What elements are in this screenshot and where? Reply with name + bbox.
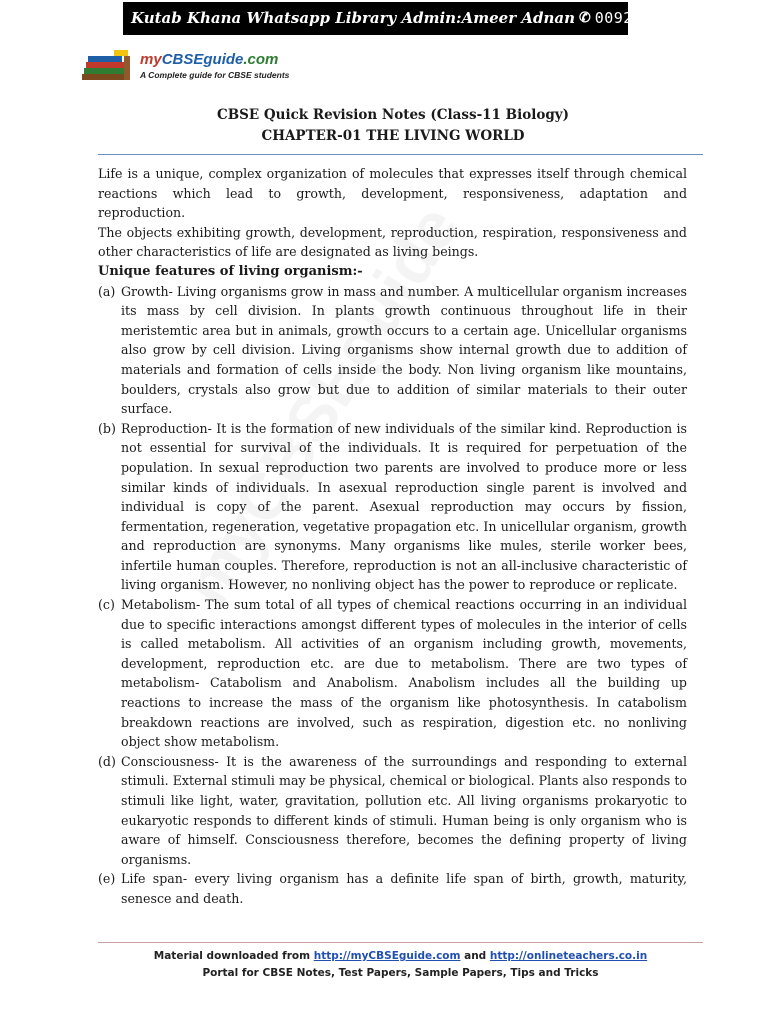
item-label: (c): [98, 597, 115, 613]
footer-divider: [98, 942, 703, 943]
books-logo-icon: [80, 48, 136, 84]
feature-item-consciousness: [98, 752, 687, 870]
chapter-title: CHAPTER-01 THE LIVING WORLD: [261, 128, 525, 144]
whatsapp-phone-icon: ✆: [578, 10, 591, 26]
feature-item-metabolism: [98, 595, 687, 752]
logo-brand-name: myCBSEguide.com: [140, 51, 279, 68]
feature-item-growth: [98, 282, 687, 419]
item-text: Life span- every living organism has a definite life span of birth, growth, maturity, senesce and death.: [121, 871, 687, 906]
page-footer: [98, 948, 703, 982]
intro-paragraph-2: The objects exhibiting growth, development, reproduction, respiration, responsiveness and other characteristics of life are designated as living beings.: [98, 224, 687, 260]
document-header: [98, 105, 688, 147]
feature-item-life-span: [98, 869, 687, 908]
item-text: Growth- Living organisms grow in mass and number. A multicellular organism increases its mass by cell division. In plants growth continuous throughout life in their meristemtic area but in animals, growth occurs to a certain age. Unicellular organisms also grow by cell division. Living organisms show internal growth due to addition of materials and formation of cells inside the body. Non living organism like mountains, boulders, crystals also grow but due to addition of similar materials to their outer surface.: [121, 283, 687, 417]
item-label: (b): [98, 420, 116, 436]
whatsapp-library-banner: [123, 2, 729, 35]
footer-line-1: [98, 948, 703, 965]
footer-line-2: Portal for CBSE Notes, Test Papers, Sample Papers, Tips and Tricks: [202, 967, 599, 979]
item-text: Consciousness- It is the awareness of the surroundings and responding to external stimuli. External stimuli may be physical, chemical or biological. Plants also responds to stimuli like light, water, gravitation, pollution etc. All living organisms prokaryotic to eukaryotic responds to different kinds of stimuli. Human being is only organism who is aware of himself. Consciousness therefore, becomes the defining property of living organisms.: [121, 753, 687, 867]
item-label: (e): [98, 871, 116, 887]
banner-library-text: Kutab Khana Whatsapp Library: [131, 9, 397, 27]
item-text: Reproduction- It is the formation of new individuals of the similar kind. Reproduction is not essential for survival of the individuals. It is required for perpetuation of the population. In sexual reproduction two parents are involved to produce more or less similar kinds of individuals. In asexual reproduction single parent is involved and individual is copy of the parent. Asexual reproduction may occurs by fission, fermentation, regeneration, vegetative propagation etc. In unicellular organism, growth and reproduction are synonyms. Many organisms like mules, sterile worker bees, infertile human couples. Therefore, reproduction is not an all-inclusive characteristic of living organism. However, no nonliving object has the power to reproduce or replicate.: [121, 420, 687, 593]
footer-link-onlineteachers[interactable]: http://onlineteachers.co.in: [489, 950, 648, 962]
item-text: Metabolism- The sum total of all types of chemical reactions occurring in an individual due to specific interactions amongst different types of molecules in the interior of cells is called metabolism. All activities of an organism including growth, movements, development, reproduction etc. are due to metabolism. There are two types of metabolism- Catabolism and Anabolism. Anabolism includes all the building up reactions to increase the mass of the organism like photosynthesis. In catabolism breakdown reactions are involved, such as respiration, digestion etc. no nonliving object show metabolism.: [121, 597, 687, 750]
notes-content: [98, 164, 687, 909]
banner-phone-number: 00923337516944: [594, 9, 729, 27]
item-label: (a): [98, 283, 116, 299]
feature-item-reproduction: [98, 419, 687, 595]
mycbseguide-logo: [80, 48, 310, 88]
section-heading: Unique features of living organism:-: [98, 263, 363, 279]
footer-link-mycbseguide[interactable]: http://myCBSEguide.com: [313, 950, 461, 962]
item-label: (d): [98, 753, 116, 769]
footer-prefix: Material downloaded from: [153, 950, 311, 962]
logo-tagline: A Complete guide for CBSE students: [140, 70, 290, 80]
header-divider: [98, 154, 703, 155]
banner-admin-text: Admin:Ameer Adnan: [401, 9, 575, 27]
intro-paragraph-1: Life is a unique, complex organization of molecules that expresses itself through chemical reactions which lead to growth, development, responsiveness, adaptation and reproduction.: [98, 166, 687, 221]
footer-and: and: [464, 950, 487, 962]
document-title: CBSE Quick Revision Notes (Class-11 Biology): [216, 107, 569, 123]
